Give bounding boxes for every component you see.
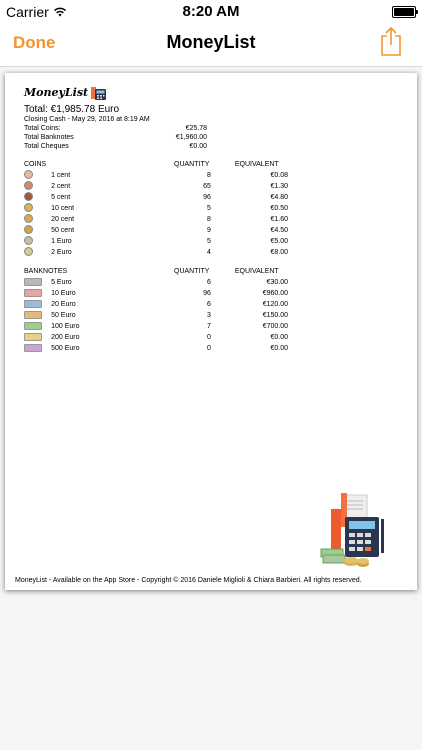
coins-header-equivalent: EQUIVALENT [234,161,279,168]
coin-icon [24,170,33,179]
denomination: 500 Euro [51,345,80,352]
quantity: 5 [206,238,211,245]
coins-table [24,159,288,258]
done-button[interactable]: Done [13,33,56,52]
coin-icon [24,192,33,201]
quantity: 0 [206,334,211,341]
carrier-label: Carrier [6,4,49,20]
banknotes-header-quantity: QUANTITY [174,268,210,275]
banknote-icon [24,344,42,352]
equivalent: €4.50 [270,227,288,234]
equivalent: €8.00 [270,249,288,256]
banknotes-header-name: BANKNOTES [24,268,68,275]
coin-row [24,214,288,225]
share-icon[interactable] [379,26,403,56]
document-preview-area [0,67,422,750]
banknote-row [24,310,288,321]
denomination: 10 Euro [51,290,76,297]
closing-date: Closing Cash - May 29, 2016 at 8:19 AM [24,116,150,123]
coin-row [24,181,288,192]
quantity: 6 [206,279,211,286]
banknote-icon-cell [24,310,51,321]
banknote-row [24,321,288,332]
banknote-icon-cell [24,343,51,354]
banknotes-header-equivalent: EQUIVALENT [234,268,279,275]
coin-row [24,170,288,181]
banknote-icon [24,289,42,297]
denomination: 100 Euro [51,323,80,330]
denomination: 2 cent [51,183,71,190]
coins-header-row [24,159,288,170]
coin-icon-cell [24,214,51,225]
banknote-icon-cell [24,332,51,343]
quantity: 0 [206,345,211,352]
denomination: 50 cent [51,227,75,234]
banknote-icon-cell [24,299,51,310]
total-banknotes-value: €1,960.00 [175,134,207,141]
banknote-icon [24,311,42,319]
document-footer: MoneyList - Available on the App Store - Copyright © 2016 Daniele Miglioli & Chiara Barbieri. All rights reserved. [15,577,362,584]
banknote-row [24,343,288,354]
quantity: 65 [203,183,211,190]
quantity: 6 [206,301,211,308]
logo-text: MoneyList [24,85,89,99]
nav-bar [0,22,422,67]
equivalent: €0.08 [270,172,288,179]
total-amount: Total: €1,985.78 Euro [24,104,120,115]
coin-row [24,192,288,203]
denomination: 200 Euro [51,334,80,341]
calculator-logo-icon [90,83,108,101]
total-cheques-value: €0.00 [189,143,207,150]
coin-row [24,225,288,236]
total-coins-value: €25.78 [185,125,207,132]
banknote-icon-cell [24,288,51,299]
coin-icon [24,236,33,245]
denomination: 10 cent [51,205,75,212]
quantity: 96 [203,194,211,201]
coin-icon-cell [24,225,51,236]
denomination: 20 cent [51,216,75,223]
banknotes-header-row [24,266,288,277]
denomination: 1 cent [51,172,71,179]
equivalent: €4.80 [270,194,288,201]
coin-row [24,236,288,247]
coin-icon-cell [24,203,51,214]
total-cheques-row [24,142,394,151]
equivalent: €5.00 [270,238,288,245]
total-coins-label: Total Coins: [24,125,61,132]
money-calculator-illustration [319,493,389,569]
coin-icon-cell [24,181,51,192]
coin-icon-cell [24,236,51,247]
coin-icon [24,225,33,234]
app-logo [24,81,394,103]
coin-icon-cell [24,247,51,258]
equivalent: €0.00 [270,345,288,352]
banknote-row [24,288,288,299]
coin-icon [24,214,33,223]
denomination: 50 Euro [51,312,76,319]
coin-icon-cell [24,192,51,203]
document-content [24,81,394,354]
quantity: 8 [206,172,211,179]
coin-row [24,203,288,214]
status-time: 8:20 AM [182,3,240,20]
banknotes-table [24,266,288,354]
equivalent: €0.00 [270,334,288,341]
denomination: 20 Euro [51,301,76,308]
banknote-icon-cell [24,321,51,332]
coin-icon-cell [24,170,51,181]
coin-icon [24,247,33,256]
banknote-icon [24,322,42,330]
battery-icon [392,6,416,18]
total-coins-row [24,124,394,133]
equivalent: €0.50 [270,205,288,212]
quantity: 4 [206,249,211,256]
equivalent: €960.00 [262,290,288,297]
quantity: 9 [206,227,211,234]
banknote-row [24,277,288,288]
quantity: 96 [203,290,211,297]
denomination: 5 cent [51,194,71,201]
total-banknotes-row [24,133,394,142]
coin-icon [24,181,33,190]
nav-title: MoneyList [166,32,256,52]
banknote-row [24,299,288,310]
banknote-icon [24,300,42,308]
banknote-icon-cell [24,277,51,288]
denomination: 5 Euro [51,279,72,286]
equivalent: €700.00 [262,323,288,330]
coins-header-quantity: QUANTITY [174,161,210,168]
status-bar [0,0,422,22]
quantity: 8 [206,216,211,223]
equivalent: €1.60 [270,216,288,223]
equivalent: €150.00 [262,312,288,319]
banknote-icon [24,278,42,286]
denomination: 1 Euro [51,238,72,245]
quantity: 5 [206,205,211,212]
coin-row [24,247,288,258]
quantity: 3 [206,312,211,319]
document-sheet[interactable] [5,73,417,590]
total-cheques-label: Total Cheques [24,143,69,150]
banknote-icon [24,333,42,341]
total-banknotes-label: Total Banknotes [24,134,74,141]
equivalent: €120.00 [262,301,288,308]
denomination: 2 Euro [51,249,72,256]
equivalent: €1.30 [270,183,288,190]
banknote-row [24,332,288,343]
quantity: 7 [206,323,211,330]
coin-icon [24,203,33,212]
equivalent: €30.00 [266,279,288,286]
coins-header-name: COINS [24,161,47,168]
